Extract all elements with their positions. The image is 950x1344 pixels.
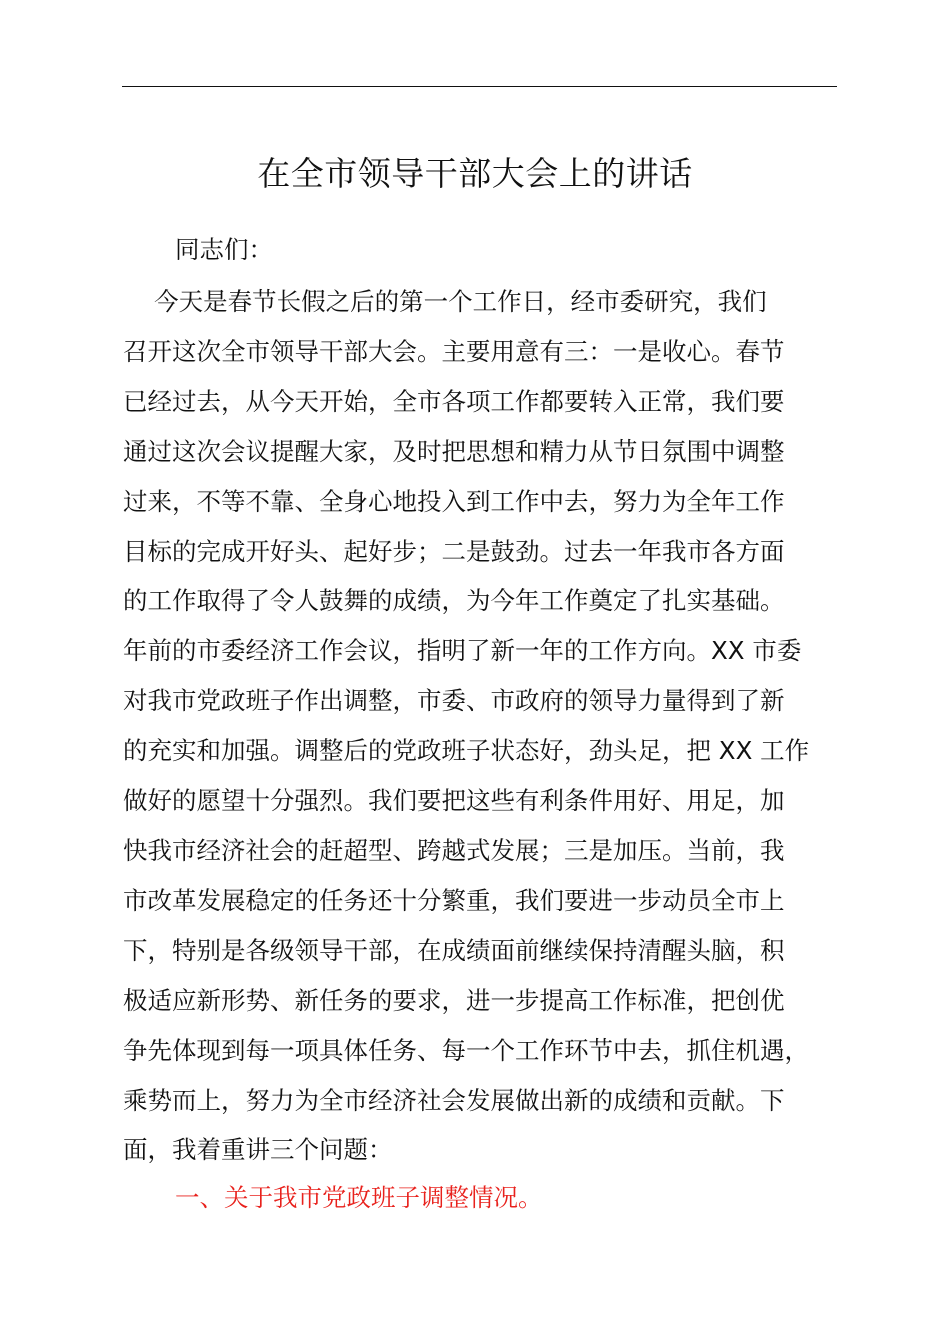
body-paragraph — [123, 277, 843, 1175]
paragraph-line: 快我市经济社会的赶超型、跨越式发展；三是加压。当前，我 — [123, 835, 785, 865]
salutation: 同志们： — [175, 235, 273, 264]
paragraph-line: 过来，不等不靠、全身心地投入到工作中去，努力为全年工作 — [123, 486, 785, 516]
paragraph-line: 下，特别是各级领导干部，在成绩面前继续保持清醒头脑，积 — [123, 935, 785, 965]
header-rule — [122, 86, 837, 87]
paragraph-line: 的充实和加强。调整后的党政班子状态好，劲头足，把 XX 工作 — [123, 736, 810, 766]
paragraph-line: 乘势而上，努力为全市经济社会发展做出新的成绩和贡献。下 — [123, 1085, 785, 1115]
section-heading: 一、关于我市党政班子调整情况。 — [175, 1183, 543, 1212]
paragraph-line: 争先体现到每一项具体任务、每一个工作环节中去，抓住机遇， — [123, 1035, 809, 1065]
paragraph-line: 召开这次全市领导干部大会。主要用意有三：一是收心。春节 — [123, 336, 785, 366]
paragraph-line: 目标的完成开好头、起好步；二是鼓劲。过去一年我市各方面 — [123, 536, 785, 566]
paragraph-line: 已经过去，从今天开始，全市各项工作都要转入正常，我们要 — [123, 386, 785, 416]
paragraph-line: 年前的市委经济工作会议，指明了新一年的工作方向。XX 市委 — [123, 636, 802, 666]
paragraph-line: 极适应新形势、新任务的要求，进一步提高工作标准，把创优 — [123, 985, 785, 1015]
paragraph-line: 通过这次会议提醒大家，及时把思想和精力从节日氛围中调整 — [123, 436, 785, 466]
paragraph-line: 的工作取得了令人鼓舞的成绩，为今年工作奠定了扎实基础。 — [123, 586, 785, 616]
paragraph-line: 对我市党政班子作出调整，市委、市政府的领导力量得到了新 — [123, 686, 785, 716]
paragraph-line: 市改革发展稳定的任务还十分繁重，我们要进一步动员全市上 — [123, 885, 785, 915]
paragraph-line: 面，我着重讲三个问题： — [123, 1135, 393, 1165]
paragraph-line: 今天是春节长假之后的第一个工作日，经市委研究，我们 — [123, 287, 767, 316]
paragraph-line: 做好的愿望十分强烈。我们要把这些有利条件用好、用足，加 — [123, 786, 785, 816]
document-title: 在全市领导干部大会上的讲话 — [257, 154, 693, 193]
